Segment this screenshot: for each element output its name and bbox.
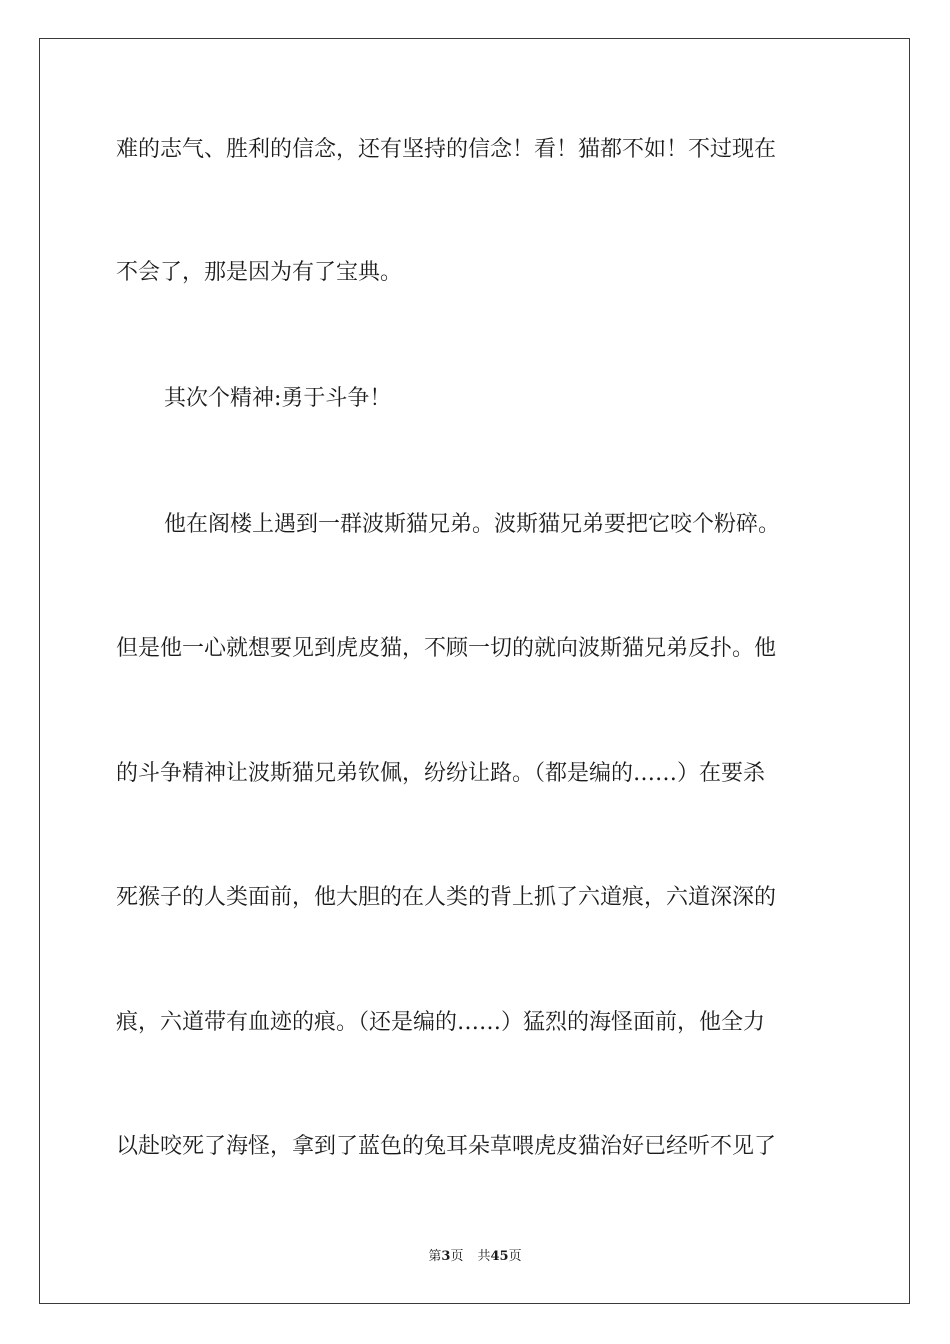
total-page-count: 45 xyxy=(490,1249,509,1264)
current-page-number: 3 xyxy=(441,1249,451,1264)
body-line-1: 难的志气、胜利的信念，还有坚持的信念！看！猫都不如！不过现在 xyxy=(116,137,777,162)
body-line-7: 死猴子的人类面前，他大胆的在人类的背上抓了六道痕，六道深深的 xyxy=(116,885,777,910)
page-border xyxy=(39,38,910,1304)
paragraph-first-line: 他在阁楼上遇到一群波斯猫兄弟。波斯猫兄弟要把它咬个粉碎。 xyxy=(164,512,781,537)
body-line-6: 的斗争精神让波斯猫兄弟钦佩，纷纷让路。（都是编的……）在要杀 xyxy=(116,761,766,786)
page-label-prefix: 第 xyxy=(428,1249,442,1264)
section-heading-line: 其次个精神:勇于斗争！ xyxy=(164,386,392,411)
page-footer xyxy=(0,1248,950,1266)
body-line-5: 但是他一心就想要见到虎皮猫，不顾一切的就向波斯猫兄弟反扑。他 xyxy=(116,636,777,661)
body-line-2: 不会了，那是因为有了宝典。 xyxy=(116,260,403,285)
body-line-8: 痕，六道带有血迹的痕。（还是编的……）猛烈的海怪面前，他全力 xyxy=(116,1010,766,1035)
total-label-prefix: 共 xyxy=(477,1249,491,1264)
total-label-suffix: 页 xyxy=(508,1249,522,1264)
body-line-9: 以赴咬死了海怪，拿到了蓝色的兔耳朵草喂虎皮猫治好已经听不见了 xyxy=(116,1134,777,1159)
page-label-suffix: 页 xyxy=(450,1249,464,1264)
